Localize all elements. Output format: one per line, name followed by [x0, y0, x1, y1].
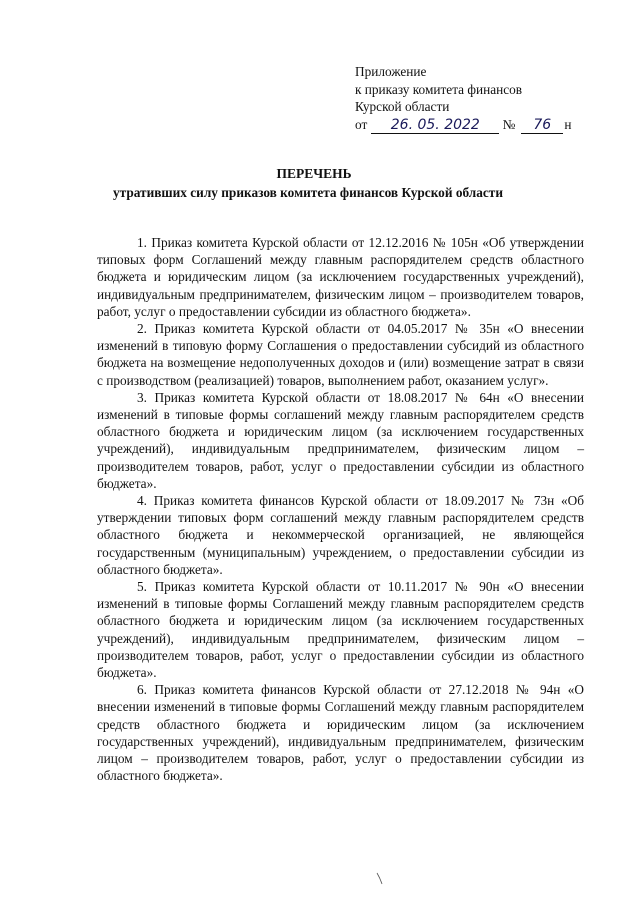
list-item [97, 492, 584, 578]
handwritten-number: 76 [521, 118, 563, 134]
appendix-line-3: Курской области [355, 99, 450, 114]
list-item [97, 320, 584, 389]
order-reference-line [355, 116, 625, 134]
item-number: 6. [137, 682, 147, 698]
item-number: 5. [137, 579, 147, 595]
pen-mark [376, 872, 384, 886]
appendix-line-1: Приложение [355, 64, 427, 79]
list-item [97, 389, 584, 492]
handwritten-date: 26. 05. 2022 [371, 118, 499, 134]
orders-list [97, 234, 584, 785]
date-prefix: от [355, 116, 368, 132]
item-number: 1. [137, 235, 147, 250]
document-title: ПЕРЕЧЕНЬ [276, 166, 352, 181]
list-item [97, 234, 584, 320]
list-item [97, 578, 584, 681]
appendix-header [355, 63, 625, 134]
item-text: Приказ комитета финансов Курской области от 27.12.2018 № 94н «О внесении изменений в типовые формы Соглашений между главным распорядителем средств областного бюджета и юридическим лицом (за исключением государственных учреждений), индивидуальным предпринимателем, физическим лицом – производителем товаров, работ, услуг о предоставлении субсидии из областного бюджета». [97, 682, 584, 784]
item-text: Приказ комитета Курской области от 12.12.2016 № 105н «Об утверждении типовых форм Соглашений между главным распорядителем средств областного бюджета и юридическим лицом (за исключением государственных учреждений), индивидуальным предпринимателем, физическим лицом – производителем товаров, работ, услуг о предоставлении субсидии из областного бюджета». [97, 235, 584, 319]
number-prefix: № [502, 116, 516, 132]
item-text: Приказ комитета Курской области от 18.08.2017 № 64н «О внесении изменений в типовые формы соглашений между главным распорядителем средств областного бюджета и юридическим лицом (за исключением государственных учреждений), индивидуальным предпринимателем, физическим лицом – производителем товаров, работ, услуг о предоставлении субсидии из областного бюджета». [97, 389, 584, 491]
item-number: 2. [137, 321, 147, 337]
item-text: Приказ комитета финансов Курской области от 18.09.2017 № 73н «Об утверждении типовых форм соглашений между главным распорядителем средств областного бюджета и некоммерческой организацией, не являющейся государственным (муниципальным) учреждением, о предоставлении субсидии из областного бюджета». [97, 493, 585, 577]
document-subtitle: утративших силу приказов комитета финансов Курской области [113, 185, 503, 200]
number-suffix: н [564, 116, 572, 132]
list-item [97, 681, 584, 784]
item-number: 3. [137, 389, 147, 405]
item-text: Приказ комитета Курской области от 04.05.2017 № 35н «О внесении изменений в типовую форму Соглашения о предоставлении субсидий из областного бюджета на возмещение недополученных доходов и (или) возмещение затрат в связи с производством (реализацией) товаров, выполнением работ, оказанием услуг». [97, 321, 584, 388]
item-number: 4. [137, 493, 147, 509]
item-text: Приказ комитета Курской области от 10.11.2017 № 90н «О внесении изменений в типовые формы Соглашений между главным распорядителем средств областного бюджета и юридическим лицом (за исключением государственных учреждений), индивидуальным предпринимателем, физическим лицом – производителем товаров, работ, услуг о предоставлении субсидии из областного бюджета». [97, 579, 584, 681]
appendix-line-2: к приказу комитета финансов [355, 81, 523, 97]
